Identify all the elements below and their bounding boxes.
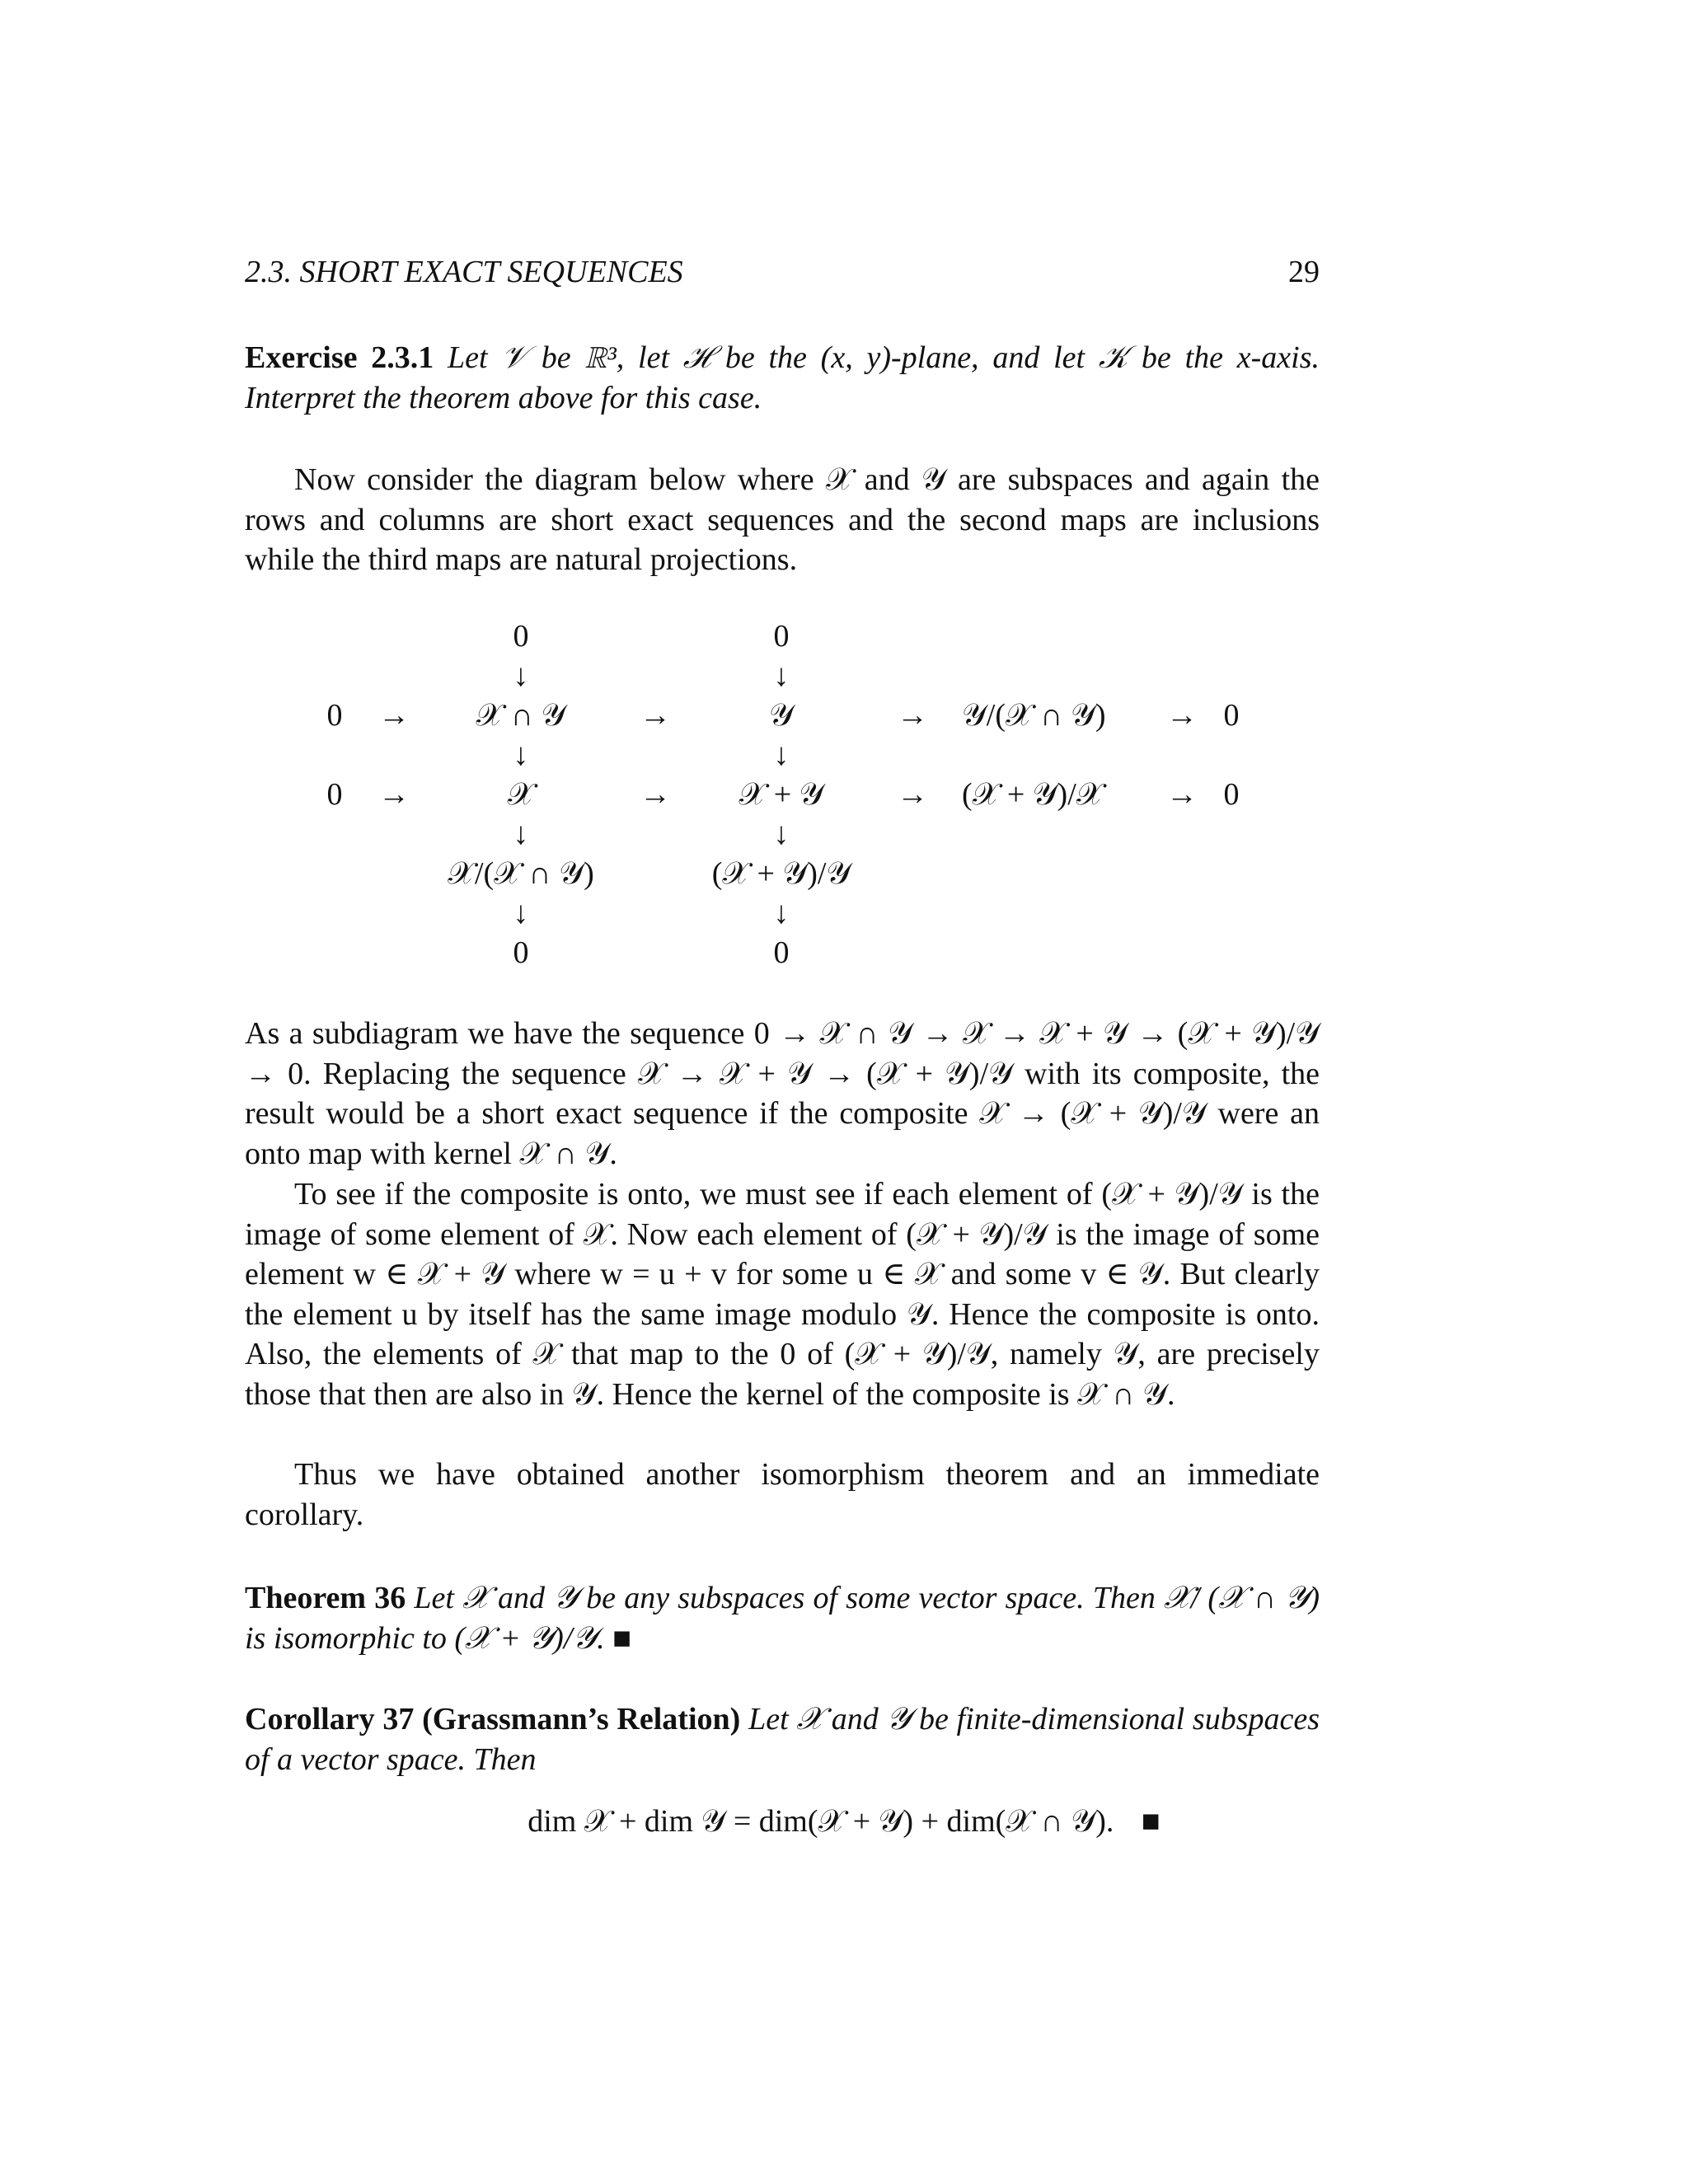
col1-quotient: 𝒳/(𝒳 ∩ 𝒴): [448, 856, 594, 891]
col2-sum: 𝒳 + 𝒴: [738, 777, 824, 812]
row2-left-zero: 0: [326, 777, 343, 812]
row1-arrow-3: →: [897, 698, 928, 733]
col2-arrow-down-3: ↓: [773, 817, 790, 851]
col2-arrow-down-2: ↓: [773, 738, 790, 772]
running-header: [245, 254, 1320, 290]
row2-right-term: (𝒳 + 𝒴)/𝒳: [962, 777, 1104, 812]
intro-paragraph: Now consider the diagram below where 𝒳 and 𝒴 are subspaces and again the rows and columns are short exact sequences and the second maps are inclusions while the third maps are natural projections.: [245, 462, 1320, 577]
page-number: 29: [1288, 255, 1320, 289]
col2-Y: 𝒴: [769, 698, 794, 733]
corollary-label: Corollary 37 (Grassmann’s Relation): [245, 1702, 741, 1736]
col2-arrow-down-1: ↓: [773, 658, 790, 693]
row2-right-zero: 0: [1223, 777, 1240, 812]
exercise-label: Exercise 2.3.1: [245, 340, 434, 375]
corollary-text: Let 𝒳 and 𝒴 be finite-dimensional subspaces of a vector space. Then: [245, 1702, 1320, 1777]
row1-right-zero: 0: [1223, 698, 1240, 733]
row1-left-zero: 0: [326, 698, 343, 733]
col1-arrow-down-1: ↓: [513, 658, 529, 693]
col1-bottom-zero: 0: [513, 935, 529, 970]
col2-bottom-zero: 0: [773, 935, 790, 970]
col1-arrow-down-3: ↓: [513, 817, 529, 851]
col1-arrow-down-4: ↓: [513, 896, 529, 930]
body-paragraph-3: Thus we have obtained another isomorphism theorem and an immediate corollary.: [245, 1457, 1320, 1532]
corollary-block: [245, 1699, 1320, 1779]
exercise-block: [245, 338, 1320, 418]
col1-intersection: 𝒳 ∩ 𝒴: [476, 698, 566, 733]
grassmann-equation: [0, 1803, 1688, 1840]
body-paragraph-2: To see if the composite is onto, we must see if each element of (𝒳 + 𝒴)/𝒴 is the image of some element of 𝒳. Now each element of (𝒳 + 𝒴)/𝒴 is the image of some element w ∈ 𝒳 + 𝒴 where w = u + v for some u ∈ 𝒳 and some v ∈ 𝒴. But clearly the element u by itself has the same image modulo 𝒴. Hence the composite is onto. Also, the elements of 𝒳 that map to the 0 of (𝒳 + 𝒴)/𝒴, namely 𝒴, are precisely those that then are also in 𝒴. Hence the kernel of the composite is 𝒳 ∩ 𝒴.: [245, 1177, 1320, 1412]
corollary-end-mark: ■: [1141, 1804, 1160, 1839]
equation-text: dim 𝒳 + dim 𝒴 = dim(𝒳 + 𝒴) + dim(𝒳 ∩ 𝒴).: [528, 1804, 1114, 1839]
row1-arrow-1: →: [378, 698, 410, 733]
col1-top-zero: 0: [513, 619, 529, 654]
row2-arrow-4: →: [1166, 777, 1198, 812]
col1-arrow-down-2: ↓: [513, 738, 529, 772]
row1-arrow-4: →: [1166, 698, 1198, 733]
row2-arrow-1: →: [378, 777, 410, 812]
col2-arrow-down-4: ↓: [773, 896, 790, 930]
body-paragraph-1: As a subdiagram we have the sequence 0 → 𝒳 ∩ 𝒴 → 𝒳 → 𝒳 + 𝒴 → (𝒳 + 𝒴)/𝒴 → 0. Replacing the sequence 𝒳 → 𝒳 + 𝒴 → (𝒳 + 𝒴)/𝒴 with its composite, the result would be a short exact sequence if the composite 𝒳 → (𝒳 + 𝒴)/𝒴 were an onto map with kernel 𝒳 ∩ 𝒴.: [245, 1016, 1320, 1171]
row1-right-term: 𝒴/(𝒳 ∩ 𝒴): [962, 698, 1106, 733]
row2-arrow-3: →: [897, 777, 928, 812]
exercise-text: Let 𝒱 be ℝ³, let ℋ be the (x, y)-plane, and let 𝒦 be the x-axis. Interpret the theorem above for this case.: [245, 340, 1320, 415]
col2-top-zero: 0: [773, 619, 790, 654]
theorem-label: Theorem 36: [245, 1581, 406, 1615]
running-title: 2.3. SHORT EXACT SEQUENCES: [245, 255, 683, 289]
theorem-end-mark: ■: [612, 1620, 632, 1656]
theorem-text: Let 𝒳 and 𝒴 be any subspaces of some vector space. Then 𝒳/ (𝒳 ∩ 𝒴) is isomorphic to (𝒳 + 𝒴)/𝒴.: [245, 1581, 1320, 1656]
row2-arrow-2: →: [640, 777, 671, 812]
row1-arrow-2: →: [640, 698, 671, 733]
theorem-block: [245, 1578, 1320, 1658]
col2-quotient: (𝒳 + 𝒴)/𝒴: [711, 856, 851, 891]
col1-X: 𝒳: [507, 777, 535, 812]
